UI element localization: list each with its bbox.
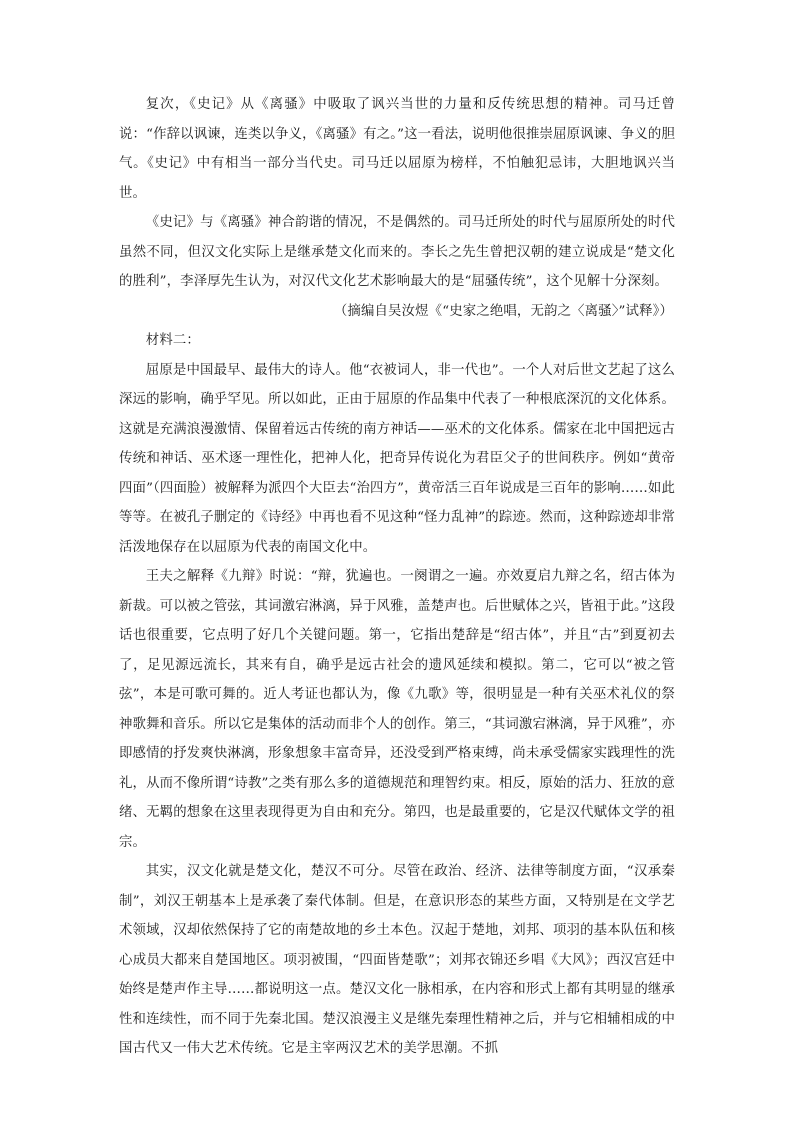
paragraph-han-chu-culture: 其实，汉文化就是楚文化，楚汉不可分。尽管在政治、经济、法律等制度方面，“汉承秦制”，刘汉王朝基本上是承袭了秦代体制。但是，在意识形态的某些方面，又特别是在文学艺术领域，汉却依然保持了它的南楚故地的乡土本色。汉起于楚地，刘邦、项羽的基本队伍和核心成员大都来自楚国地区。项羽被围，“四面皆楚歌”；刘邦衣锦还乡唱《大风》；西汉宫廷中始终是楚声作主导……都说明这一点。楚汉文化一脉相承，在内容和形式上都有其明显的继承性和连续性，而不同于先秦北国。楚汉浪漫主义是继先秦理性精神之后，并与它相辅相成的中国古代又一伟大艺术传统。它是主宰两汉艺术的美学思潮。不抓 [119,864,675,1056]
material-two-label: 材料二： [145,333,200,348]
paragraph-wangfuzhi-jiubian: 王夫之解释《九辩》时说：“辩，犹遍也。一阕谓之一遍。亦效夏启九辩之名，绍古体为新裁。可以被之管弦，其词激宕淋漓，异于风雅，盖楚声也。后世赋体之兴，皆祖于此。”这段话也很重要，它点明了好几个关键问题。第一，它指出楚辞是“绍古体”，并且“古”到夏初去了，足见源远流长，其来有自，确乎是远古社会的遗风延续和模拟。第二，它可以“被之管弦”，本是可歌可舞的。近人考证也都认为，像《九歌》等，很明显是一种有关巫术礼仪的祭神歌舞和音乐。所以它是集体的活动而非个人的创作。第三，“其词激宕淋漓，异于风雅”，亦即感情的抒发爽快淋漓，形象想象丰富奇异，还没受到严格束缚，尚未承受儒家实践理性的洗礼，从而不像所谓“诗教”之类有那么多的道德规范和理智约束。相反，原始的活力、狂放的意绪、无羁的想象在这里表现得更为自由和充分。第四，也是最重要的，它是汉代赋体文学的祖宗。 [119,569,675,850]
paragraph-shiji-lisao-harmony: 《史记》与《离骚》神合韵谐的情况，不是偶然的。司马迁所处的时代与屈原所处的时代虽然不同，但汉文化实际上是继承楚文化而来的。李长之先生曾把汉朝的建立说成是“楚文化的胜利”，李泽厚先生认为，对汉代文化艺术影响最大的是“屈骚传统”，这个见解十分深刻。 [119,215,675,289]
document-body [119,90,675,1064]
source-citation: （摘编自吴汝煜《“史家之绝唱，无韵之〈离骚〉”试释》） [333,303,673,319]
paragraph-shiji-satire: 复次，《史记》从《离骚》中吸取了讽兴当世的力量和反传统思想的精神。司马迁曾说：“作辞以讽谏，连类以争义，《离骚》有之。”这一看法，说明他很推崇屈原讽谏、争义的胆气。《史记》中有相当一部分当代史。司马迁以屈原为榜样，不怕触犯忌讳，大胆地讽兴当世。 [119,97,675,201]
paragraph-quyuan-poet: 屈原是中国最早、最伟大的诗人。他“衣被词人，非一代也”。一个人对后世文艺起了这么深远的影响，确乎罕见。所以如此，正由于屈原的作品集中代表了一种根底深沉的文化体系。这就是充满浪漫激情、保留着远古传统的南方神话——巫术的文化体系。儒家在北中国把远古传统和神话、巫术逐一理性化，把神人化，把奇异传说化为君臣父子的世间秩序。例如“黄帝四面”（四面脸）被解释为派四个大臣去“治四方”，黄帝活三百年说成是三百年的影响……如此等等。在被孔子删定的《诗经》中再也看不见这种“怪力乱神”的踪迹。然而，这种踪迹却非常活泼地保存在以屈原为代表的南国文化中。 [119,362,675,555]
